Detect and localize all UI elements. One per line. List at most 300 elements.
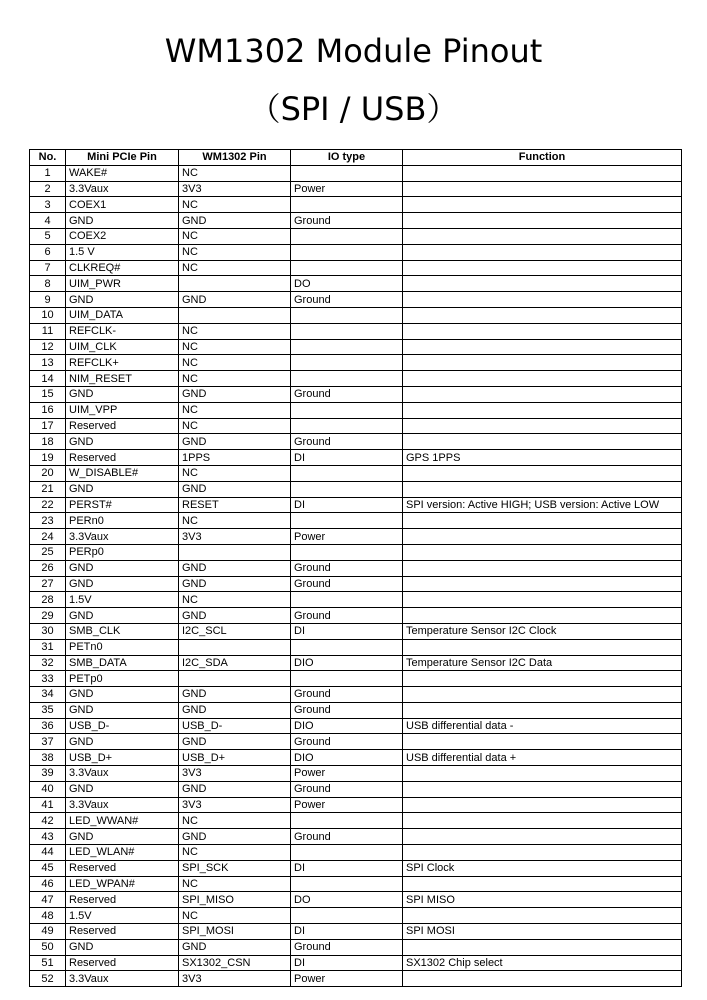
function-cell: [403, 418, 682, 434]
mini-pcie-pin-cell: GND: [66, 734, 179, 750]
wm1302-pin-cell: GND: [179, 702, 291, 718]
mini-pcie-pin-cell: W_DISABLE#: [66, 465, 179, 481]
pin-number-cell: 40: [30, 781, 66, 797]
wm1302-pin-cell: 3V3: [179, 766, 291, 782]
function-cell: [403, 371, 682, 387]
page-subtitle: （SPI / USB）: [248, 90, 459, 128]
function-cell: Temperature Sensor I2C Clock: [403, 623, 682, 639]
pin-number-cell: 50: [30, 939, 66, 955]
function-cell: [403, 797, 682, 813]
function-cell: Temperature Sensor I2C Data: [403, 655, 682, 671]
wm1302-pin-cell: I2C_SCL: [179, 623, 291, 639]
function-cell: [403, 766, 682, 782]
io-type-cell: Power: [291, 971, 403, 987]
wm1302-pin-cell: 3V3: [179, 797, 291, 813]
io-type-cell: [291, 845, 403, 861]
pin-number-cell: 27: [30, 576, 66, 592]
io-type-cell: [291, 592, 403, 608]
table-row: [30, 924, 682, 940]
table-row: [30, 465, 682, 481]
table-row: [30, 386, 682, 402]
mini-pcie-pin-cell: LED_WWAN#: [66, 813, 179, 829]
mini-pcie-pin-cell: Reserved: [66, 892, 179, 908]
mini-pcie-pin-cell: UIM_CLK: [66, 339, 179, 355]
mini-pcie-pin-cell: PERn0: [66, 513, 179, 529]
io-type-cell: [291, 165, 403, 181]
io-type-cell: Ground: [291, 608, 403, 624]
pin-number-cell: 12: [30, 339, 66, 355]
wm1302-pin-cell: NC: [179, 228, 291, 244]
pin-number-cell: 8: [30, 276, 66, 292]
pin-number-cell: 47: [30, 892, 66, 908]
wm1302-pin-cell: NC: [179, 418, 291, 434]
function-cell: SPI Clock: [403, 860, 682, 876]
function-cell: [403, 592, 682, 608]
table-row: [30, 655, 682, 671]
io-type-cell: Ground: [291, 213, 403, 229]
page-title: WM1302 Module Pinout: [164, 32, 543, 70]
pin-number-cell: 38: [30, 750, 66, 766]
wm1302-pin-cell: GND: [179, 560, 291, 576]
wm1302-pin-cell: GND: [179, 687, 291, 703]
function-cell: [403, 339, 682, 355]
table-row: [30, 481, 682, 497]
table-row: [30, 544, 682, 560]
table-row: [30, 750, 682, 766]
io-type-cell: [291, 244, 403, 260]
io-type-cell: [291, 228, 403, 244]
wm1302-pin-cell: NC: [179, 876, 291, 892]
io-type-cell: [291, 813, 403, 829]
io-type-cell: [291, 323, 403, 339]
header-mini-pcie-pin: Mini PCIe Pin: [66, 150, 179, 166]
function-cell: [403, 529, 682, 545]
table-row: [30, 323, 682, 339]
table-header-row: [30, 150, 682, 166]
table-row: [30, 829, 682, 845]
function-cell: [403, 734, 682, 750]
pin-number-cell: 31: [30, 639, 66, 655]
pin-number-cell: 3: [30, 197, 66, 213]
pin-number-cell: 36: [30, 718, 66, 734]
function-cell: [403, 702, 682, 718]
pin-number-cell: 14: [30, 371, 66, 387]
table-row: [30, 307, 682, 323]
mini-pcie-pin-cell: 3.3Vaux: [66, 797, 179, 813]
pin-number-cell: 16: [30, 402, 66, 418]
mini-pcie-pin-cell: SMB_DATA: [66, 655, 179, 671]
mini-pcie-pin-cell: PERp0: [66, 544, 179, 560]
wm1302-pin-cell: USB_D+: [179, 750, 291, 766]
function-cell: [403, 781, 682, 797]
pin-number-cell: 19: [30, 450, 66, 466]
wm1302-pin-cell: NC: [179, 197, 291, 213]
table-row: [30, 181, 682, 197]
mini-pcie-pin-cell: GND: [66, 608, 179, 624]
mini-pcie-pin-cell: CLKREQ#: [66, 260, 179, 276]
function-cell: SPI MOSI: [403, 924, 682, 940]
function-cell: SX1302 Chip select: [403, 955, 682, 971]
table-row: [30, 529, 682, 545]
mini-pcie-pin-cell: 3.3Vaux: [66, 181, 179, 197]
io-type-cell: [291, 513, 403, 529]
mini-pcie-pin-cell: WAKE#: [66, 165, 179, 181]
wm1302-pin-cell: 3V3: [179, 971, 291, 987]
mini-pcie-pin-cell: GND: [66, 702, 179, 718]
function-cell: [403, 908, 682, 924]
pin-number-cell: 21: [30, 481, 66, 497]
io-type-cell: [291, 908, 403, 924]
mini-pcie-pin-cell: 1.5 V: [66, 244, 179, 260]
function-cell: [403, 386, 682, 402]
table-row: [30, 497, 682, 513]
mini-pcie-pin-cell: 1.5V: [66, 592, 179, 608]
mini-pcie-pin-cell: COEX1: [66, 197, 179, 213]
table-row: [30, 592, 682, 608]
wm1302-pin-cell: GND: [179, 576, 291, 592]
function-cell: [403, 560, 682, 576]
io-type-cell: [291, 876, 403, 892]
wm1302-pin-cell: I2C_SDA: [179, 655, 291, 671]
table-row: [30, 355, 682, 371]
function-cell: [403, 829, 682, 845]
wm1302-pin-cell: NC: [179, 465, 291, 481]
mini-pcie-pin-cell: GND: [66, 481, 179, 497]
table-row: [30, 402, 682, 418]
header-function: Function: [403, 150, 682, 166]
mini-pcie-pin-cell: GND: [66, 386, 179, 402]
io-type-cell: DI: [291, 955, 403, 971]
pin-number-cell: 52: [30, 971, 66, 987]
table-row: [30, 687, 682, 703]
io-type-cell: Ground: [291, 292, 403, 308]
function-cell: [403, 971, 682, 987]
function-cell: [403, 307, 682, 323]
wm1302-pin-cell: SX1302_CSN: [179, 955, 291, 971]
pin-number-cell: 25: [30, 544, 66, 560]
pin-number-cell: 10: [30, 307, 66, 323]
function-cell: SPI MISO: [403, 892, 682, 908]
function-cell: [403, 292, 682, 308]
pinout-table: [29, 149, 682, 987]
wm1302-pin-cell: NC: [179, 813, 291, 829]
function-cell: [403, 434, 682, 450]
pin-number-cell: 43: [30, 829, 66, 845]
wm1302-pin-cell: NC: [179, 244, 291, 260]
table-row: [30, 908, 682, 924]
pin-number-cell: 23: [30, 513, 66, 529]
wm1302-pin-cell: GND: [179, 386, 291, 402]
io-type-cell: Ground: [291, 434, 403, 450]
function-cell: [403, 323, 682, 339]
function-cell: USB differential data +: [403, 750, 682, 766]
pin-number-cell: 5: [30, 228, 66, 244]
wm1302-pin-cell: GND: [179, 734, 291, 750]
function-cell: [403, 465, 682, 481]
function-cell: [403, 544, 682, 560]
io-type-cell: DI: [291, 860, 403, 876]
pin-number-cell: 44: [30, 845, 66, 861]
wm1302-pin-cell: GND: [179, 608, 291, 624]
io-type-cell: DO: [291, 276, 403, 292]
table-row: [30, 781, 682, 797]
wm1302-pin-cell: NC: [179, 260, 291, 276]
pin-number-cell: 37: [30, 734, 66, 750]
mini-pcie-pin-cell: PETp0: [66, 671, 179, 687]
wm1302-pin-cell: NC: [179, 165, 291, 181]
pin-number-cell: 28: [30, 592, 66, 608]
mini-pcie-pin-cell: PETn0: [66, 639, 179, 655]
pin-number-cell: 6: [30, 244, 66, 260]
io-type-cell: [291, 544, 403, 560]
table-row: [30, 876, 682, 892]
table-row: [30, 450, 682, 466]
wm1302-pin-cell: GND: [179, 434, 291, 450]
table-row: [30, 560, 682, 576]
io-type-cell: DI: [291, 924, 403, 940]
pin-number-cell: 7: [30, 260, 66, 276]
io-type-cell: Ground: [291, 560, 403, 576]
mini-pcie-pin-cell: UIM_PWR: [66, 276, 179, 292]
mini-pcie-pin-cell: GND: [66, 213, 179, 229]
wm1302-pin-cell: [179, 639, 291, 655]
io-type-cell: [291, 418, 403, 434]
function-cell: [403, 671, 682, 687]
mini-pcie-pin-cell: GND: [66, 576, 179, 592]
wm1302-pin-cell: GND: [179, 781, 291, 797]
mini-pcie-pin-cell: USB_D+: [66, 750, 179, 766]
function-cell: [403, 228, 682, 244]
io-type-cell: DIO: [291, 718, 403, 734]
io-type-cell: Power: [291, 181, 403, 197]
pin-number-cell: 13: [30, 355, 66, 371]
function-cell: [403, 197, 682, 213]
io-type-cell: [291, 465, 403, 481]
table-row: [30, 955, 682, 971]
pin-number-cell: 20: [30, 465, 66, 481]
function-cell: USB differential data -: [403, 718, 682, 734]
io-type-cell: Power: [291, 797, 403, 813]
wm1302-pin-cell: NC: [179, 402, 291, 418]
function-cell: [403, 165, 682, 181]
mini-pcie-pin-cell: GND: [66, 292, 179, 308]
pin-number-cell: 17: [30, 418, 66, 434]
table-row: [30, 213, 682, 229]
mini-pcie-pin-cell: UIM_DATA: [66, 307, 179, 323]
wm1302-pin-cell: 3V3: [179, 181, 291, 197]
table-row: [30, 434, 682, 450]
pin-number-cell: 9: [30, 292, 66, 308]
pin-number-cell: 24: [30, 529, 66, 545]
mini-pcie-pin-cell: GND: [66, 781, 179, 797]
function-cell: [403, 608, 682, 624]
io-type-cell: [291, 355, 403, 371]
io-type-cell: [291, 339, 403, 355]
io-type-cell: Ground: [291, 734, 403, 750]
table-row: [30, 244, 682, 260]
wm1302-pin-cell: NC: [179, 339, 291, 355]
table-row: [30, 418, 682, 434]
pin-number-cell: 41: [30, 797, 66, 813]
table-row: [30, 939, 682, 955]
io-type-cell: Ground: [291, 781, 403, 797]
wm1302-pin-cell: NC: [179, 592, 291, 608]
pin-number-cell: 33: [30, 671, 66, 687]
mini-pcie-pin-cell: GND: [66, 939, 179, 955]
io-type-cell: DIO: [291, 655, 403, 671]
function-cell: [403, 355, 682, 371]
wm1302-pin-cell: GND: [179, 481, 291, 497]
io-type-cell: [291, 671, 403, 687]
mini-pcie-pin-cell: GND: [66, 687, 179, 703]
pin-number-cell: 49: [30, 924, 66, 940]
io-type-cell: [291, 307, 403, 323]
table-row: [30, 766, 682, 782]
wm1302-pin-cell: [179, 671, 291, 687]
table-row: [30, 339, 682, 355]
wm1302-pin-cell: GND: [179, 292, 291, 308]
table-row: [30, 892, 682, 908]
function-cell: [403, 845, 682, 861]
table-row: [30, 845, 682, 861]
io-type-cell: Ground: [291, 687, 403, 703]
pin-number-cell: 4: [30, 213, 66, 229]
pin-number-cell: 11: [30, 323, 66, 339]
function-cell: GPS 1PPS: [403, 450, 682, 466]
table-row: [30, 797, 682, 813]
pin-number-cell: 34: [30, 687, 66, 703]
wm1302-pin-cell: SPI_MOSI: [179, 924, 291, 940]
wm1302-pin-cell: [179, 276, 291, 292]
mini-pcie-pin-cell: GND: [66, 829, 179, 845]
pin-number-cell: 30: [30, 623, 66, 639]
mini-pcie-pin-cell: LED_WLAN#: [66, 845, 179, 861]
function-cell: [403, 181, 682, 197]
wm1302-pin-cell: GND: [179, 829, 291, 845]
function-cell: [403, 813, 682, 829]
io-type-cell: Power: [291, 529, 403, 545]
wm1302-pin-cell: GND: [179, 213, 291, 229]
table-row: [30, 608, 682, 624]
io-type-cell: DI: [291, 623, 403, 639]
pin-number-cell: 46: [30, 876, 66, 892]
io-type-cell: Ground: [291, 702, 403, 718]
mini-pcie-pin-cell: USB_D-: [66, 718, 179, 734]
mini-pcie-pin-cell: COEX2: [66, 228, 179, 244]
wm1302-pin-cell: [179, 544, 291, 560]
function-cell: [403, 276, 682, 292]
io-type-cell: Power: [291, 766, 403, 782]
function-cell: [403, 513, 682, 529]
function-cell: [403, 687, 682, 703]
pin-number-cell: 1: [30, 165, 66, 181]
wm1302-pin-cell: NC: [179, 845, 291, 861]
io-type-cell: Ground: [291, 939, 403, 955]
io-type-cell: [291, 371, 403, 387]
mini-pcie-pin-cell: Reserved: [66, 450, 179, 466]
header-wm1302-pin: WM1302 Pin: [179, 150, 291, 166]
table-row: [30, 576, 682, 592]
function-cell: [403, 639, 682, 655]
mini-pcie-pin-cell: 1.5V: [66, 908, 179, 924]
pin-number-cell: 32: [30, 655, 66, 671]
io-type-cell: [291, 402, 403, 418]
wm1302-pin-cell: [179, 307, 291, 323]
table-row: [30, 197, 682, 213]
table-row: [30, 276, 682, 292]
mini-pcie-pin-cell: REFCLK+: [66, 355, 179, 371]
io-type-cell: DI: [291, 497, 403, 513]
io-type-cell: [291, 197, 403, 213]
pin-number-cell: 2: [30, 181, 66, 197]
mini-pcie-pin-cell: Reserved: [66, 860, 179, 876]
wm1302-pin-cell: NC: [179, 908, 291, 924]
wm1302-pin-cell: SPI_SCK: [179, 860, 291, 876]
io-type-cell: [291, 481, 403, 497]
function-cell: [403, 244, 682, 260]
mini-pcie-pin-cell: GND: [66, 434, 179, 450]
mini-pcie-pin-cell: Reserved: [66, 955, 179, 971]
mini-pcie-pin-cell: REFCLK-: [66, 323, 179, 339]
mini-pcie-pin-cell: 3.3Vaux: [66, 529, 179, 545]
table-row: [30, 260, 682, 276]
function-cell: SPI version: Active HIGH; USB version: Active LOW: [403, 497, 682, 513]
mini-pcie-pin-cell: UIM_VPP: [66, 402, 179, 418]
table-row: [30, 165, 682, 181]
mini-pcie-pin-cell: NIM_RESET: [66, 371, 179, 387]
io-type-cell: DIO: [291, 750, 403, 766]
mini-pcie-pin-cell: PERST#: [66, 497, 179, 513]
wm1302-pin-cell: NC: [179, 323, 291, 339]
table-row: [30, 671, 682, 687]
pin-number-cell: 48: [30, 908, 66, 924]
pin-number-cell: 45: [30, 860, 66, 876]
pin-number-cell: 51: [30, 955, 66, 971]
table-row: [30, 639, 682, 655]
pin-number-cell: 22: [30, 497, 66, 513]
io-type-cell: [291, 260, 403, 276]
header-no: No.: [30, 150, 66, 166]
wm1302-pin-cell: SPI_MISO: [179, 892, 291, 908]
wm1302-pin-cell: NC: [179, 513, 291, 529]
pin-number-cell: 39: [30, 766, 66, 782]
wm1302-pin-cell: 1PPS: [179, 450, 291, 466]
wm1302-pin-cell: NC: [179, 355, 291, 371]
function-cell: [403, 260, 682, 276]
table-row: [30, 813, 682, 829]
mini-pcie-pin-cell: 3.3Vaux: [66, 971, 179, 987]
function-cell: [403, 481, 682, 497]
wm1302-pin-cell: 3V3: [179, 529, 291, 545]
function-cell: [403, 576, 682, 592]
table-row: [30, 292, 682, 308]
function-cell: [403, 213, 682, 229]
pin-number-cell: 42: [30, 813, 66, 829]
header-io-type: IO type: [291, 150, 403, 166]
table-row: [30, 860, 682, 876]
function-cell: [403, 939, 682, 955]
io-type-cell: [291, 639, 403, 655]
io-type-cell: DI: [291, 450, 403, 466]
table-row: [30, 513, 682, 529]
pin-number-cell: 15: [30, 386, 66, 402]
mini-pcie-pin-cell: 3.3Vaux: [66, 766, 179, 782]
pin-number-cell: 35: [30, 702, 66, 718]
mini-pcie-pin-cell: GND: [66, 560, 179, 576]
io-type-cell: Ground: [291, 386, 403, 402]
table-row: [30, 734, 682, 750]
wm1302-pin-cell: GND: [179, 939, 291, 955]
